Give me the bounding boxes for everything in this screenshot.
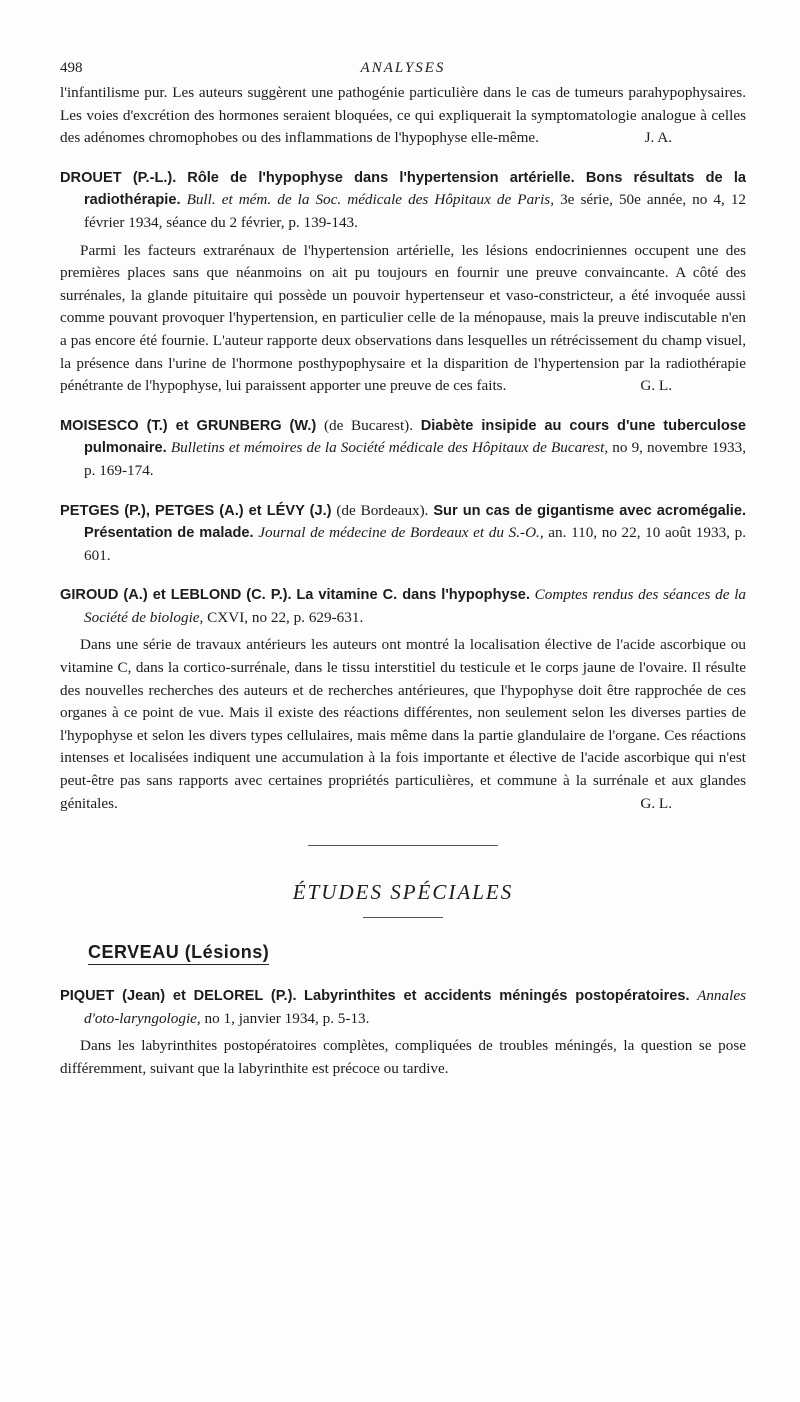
citation-line — [60, 415, 746, 483]
entry-title: Labyrinthites et accidents méningés postopératoires. — [304, 988, 690, 1005]
citation-line — [60, 500, 746, 568]
bibliographic-entry — [60, 584, 746, 815]
entry-affiliation: (de Bordeaux). — [336, 501, 429, 519]
entry-affiliation: (de Bucarest). — [323, 416, 414, 434]
running-header — [60, 60, 746, 82]
entry-journal: Comptes rendus des séances de la Société de biologie, — [84, 586, 747, 626]
citation-line — [60, 985, 746, 1030]
page-number: 498 — [60, 60, 83, 76]
abstract-text: Parmi les facteurs extrarénaux de l'hypertension artérielle, les lésions endocriniennes occupent une des premières places sans que néanmoins on ait pu toujours en fournir une preuve convaincante. A côté des surrénales, la glande pituitaire qui possède un pouvoir hypertenseur et vaso-constricteur, a été invoquée aussi comme pouvant provoquer l'hypertension, en particulier celle de la ménopause, mais la preuve indiscutable n'en a pas encore été fournie. L'auteur rapporte deux observations dans lesquelles un rétrécissement du champ visuel, la présence dans l'urine de l'hormone posthypophysaire et la disparition de l'hypertension par la radiothérapie pénétrante de l'hypophyse, lui paraissent apporter une preuve de ces faits. — [60, 241, 746, 395]
entry-title: Rôle de l'hypophyse dans l'hypertension artérielle. Bons résultats de la radiothérapie. — [84, 169, 747, 209]
entry-authors: PETGES (P.), PETGES (A.) et LÉVY (J.) — [60, 502, 332, 519]
entry-title: Diabète insipide au cours d'une tuberculose pulmonaire. — [84, 417, 747, 457]
entry-authors: DROUET (P.-L.). — [60, 169, 177, 186]
entry-citation: 3e série, 50e année, no 4, 12 février 1934, séance du 2 février, p. 139-143. — [84, 191, 747, 231]
citation-line — [60, 167, 746, 235]
entry-abstract — [60, 634, 746, 815]
entry-abstract — [60, 240, 746, 398]
entry-title: Sur un cas de gigantisme avec acromégalie. Présentation de malade. — [84, 502, 747, 542]
abstract-text: Dans une série de travaux antérieurs les auteurs ont montré la localisation élective de l'acide ascorbique ou vitamine C, dans la cortico-surrénale, dans le tissu interstitiel du testicule et le corps jaune de l'ovaire. Il résulte des nouvelles recherches des auteurs et de recherches antérieures, que l'hypophyse doit être rapprochée de ces organes à ce point de vue. Mais il existe des réactions différentes, non seulement selon les diverses parties de l'hypophyse et selon les divers types cellulaires, mais même dans la partie glandulaire de l'organe. Ces réactions intenses et localisées indiquent une accumulation à la fois importante et élective de l'acide ascorbique qui n'est peut-être pas sans rapports avec certaines propriétés particulières, et commune à la surrénale et aux glandes génitales. — [60, 636, 746, 812]
entry-journal: Bulletins et mémoires de la Société médicale des Hôpitaux de Bucarest, — [170, 439, 609, 457]
section-title: ÉTUDES SPÉCIALES — [292, 880, 514, 905]
abstract-text: Dans les labyrinthites postopératoires complètes, compliquées de troubles méningés, la question se pose différemment, suivant que la labyrinthite est précoce ou tardive. — [60, 1037, 746, 1077]
entry-citation: no 1, janvier 1934, p. 5-13. — [204, 1009, 370, 1027]
entry-journal: Bull. et mém. de la Soc. médicale des Hôpitaux de Paris, — [186, 191, 555, 209]
signature: G. L. — [640, 377, 672, 395]
entry-authors: MOISESCO (T.) et GRUNBERG (W.) — [60, 417, 317, 434]
bibliographic-entry — [60, 500, 746, 568]
signature: G. L. — [640, 794, 672, 812]
entry-authors: PIQUET (Jean) et DELOREL (P.). — [60, 988, 297, 1005]
continuation-paragraph — [60, 82, 746, 150]
entry-authors: GIROUD (A.) et LEBLOND (C. P.). — [60, 587, 292, 604]
bibliographic-entry — [60, 985, 746, 1080]
bibliographic-entry — [60, 415, 746, 483]
running-title: ANALYSES — [360, 60, 446, 76]
section-divider — [363, 917, 443, 918]
continuation-text: l'infantilisme pur. Les auteurs suggèrent une pathogénie particulière dans le cas de tumeurs parahypophysaires. Les voies d'excrétion des hormones seraient bloquées, ce qui expliquerait la symptomatologie analogue à celles des adénomes chromophobes ou des inflammations de l'hypophyse elle-même. — [60, 84, 746, 147]
entry-journal: Journal de médecine de Bordeaux et du S.-O., — [258, 524, 544, 542]
subsection-heading: CERVEAU (Lésions) — [88, 942, 269, 965]
entry-citation: no 9, novembre 1933, p. 169-174. — [84, 439, 747, 479]
bibliographic-entry — [60, 167, 746, 398]
citation-line — [60, 584, 746, 629]
entry-citation: an. 110, no 22, 10 août 1933, p. 601. — [84, 524, 747, 564]
entry-journal: Annales d'oto-laryngologie, — [84, 987, 746, 1027]
entry-citation: CXVI, no 22, p. 629-631. — [207, 608, 364, 626]
document-page — [60, 60, 746, 1081]
entry-abstract — [60, 1035, 746, 1080]
entry-title: La vitamine C. dans l'hypophyse. — [296, 587, 530, 604]
signature: J. A. — [644, 129, 672, 147]
section-divider — [308, 845, 498, 846]
